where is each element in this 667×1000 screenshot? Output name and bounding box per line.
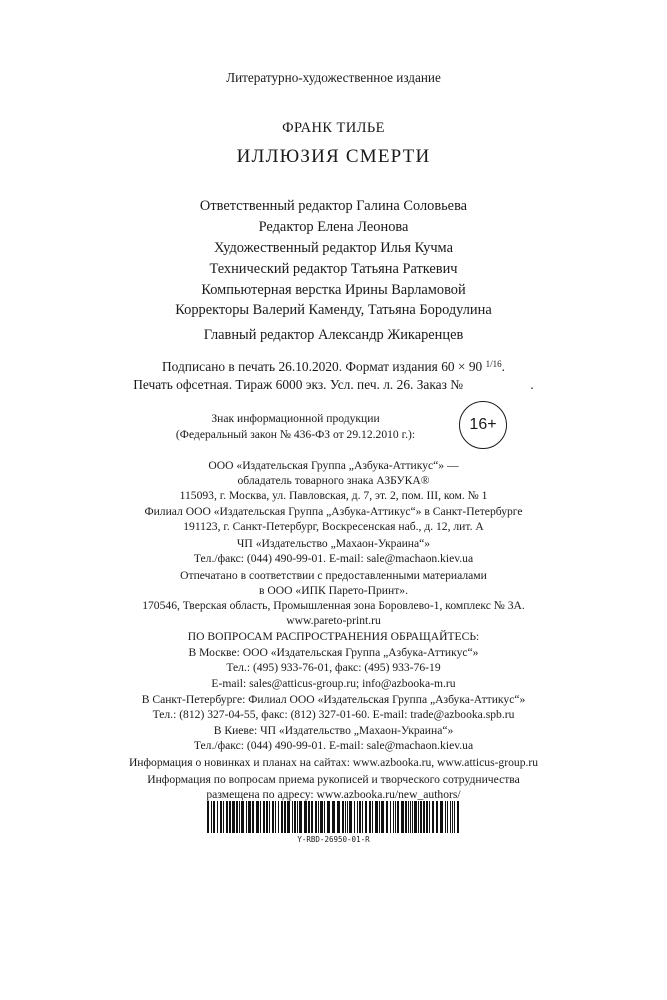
distribution-kiev: В Киеве: ЧП «Издательство „Махаон-Украина“» [213,724,454,737]
barcode-bar [213,801,215,833]
barcode-bar [375,801,378,833]
printed-line: в ООО «ИПК Парето-Принт». [259,584,408,597]
barcode-bar [263,801,265,833]
barcode-bar [246,801,247,833]
barcode-bar [342,801,344,833]
barcode-bar [287,801,290,833]
author-name: ФРАНК ТИЛЬЕ [282,120,385,136]
barcode-bar [362,801,363,833]
barcode-bar [418,801,419,833]
credit-line: Редактор Елена Леонова [258,219,409,235]
barcode-bar [447,801,448,833]
manuscripts-line: размещена по адресу: www.azbooka.ru/new_authors/ [206,788,461,801]
barcode-bar [318,801,319,833]
print-info-dot: . [501,359,505,374]
barcode-bar [354,801,355,833]
barcode-bar [445,801,446,833]
credit-line: Корректоры Валерий Каменду, Татьяна Бородулина [175,302,492,318]
barcode-bar [297,801,298,833]
credit-line: Технический редактор Татьяна Раткевич [209,261,458,277]
info-sites: Информация о новинках и планах на сайтах: www.azbooka.ru, www.atticus-group.ru [128,756,539,769]
distribution-spb: Тел.: (812) 327-04-55, факс: (812) 327-01-60. E-mail: trade@azbooka.spb.ru [152,708,515,721]
distribution-moscow: Тел.: (495) 933-76-01, факс: (495) 933-76-19 [226,661,441,674]
barcode-bar [337,801,340,833]
barcode-bar [410,801,411,833]
print-info-dot: . [530,377,534,392]
barcode-bar [294,801,296,833]
barcode-bar [357,801,358,833]
barcode-bar [397,801,399,833]
barcode-bar [278,801,279,833]
barcode-bar [248,801,251,833]
barcode-bar [320,801,323,833]
distribution-moscow: В Москве: ООО «Издательская Группа „Азбука-Аттикус“» [188,646,479,659]
barcode-bar [420,801,422,833]
barcode-bar [440,801,443,833]
barcode-bar [229,801,231,833]
barcode-bar [429,801,430,833]
barcode-bar [315,801,317,833]
credit-line: Компьютерная верстка Ирины Варламовой [201,282,466,298]
barcode-bar [426,801,428,833]
barcode-bar [454,801,455,833]
barcode-bar [292,801,293,833]
barcode-bar [311,801,313,833]
print-info-line-1 [0,359,667,375]
barcode-bar [436,801,438,833]
barcode-bar [223,801,224,833]
format-fraction: 1/16 [485,359,502,369]
publisher-line: ООО «Издательская Группа „Азбука-Аттикус“» — [208,459,459,472]
barcode-bar [450,801,451,833]
barcode-bar [332,801,335,833]
barcode-bar [269,801,270,833]
barcode-bar [365,801,367,833]
barcode-bar [217,801,218,833]
credit-line: Художественный редактор Илья Кучма [214,240,453,256]
barcode-bar [281,801,283,833]
barcode-bar [359,801,361,833]
barcode-bar [207,801,209,833]
printed-line: Отпечатано в соответствии с предоставленными материалами [180,569,487,582]
print-info-text: Печать офсетная. Тираж 6000 экз. Усл. печ. л. 26. Заказ № [133,377,464,392]
barcode-bar [386,801,388,833]
barcode-bar [260,801,261,833]
barcode-bar [284,801,286,833]
barcode-bar [401,801,404,833]
barcode-bar [304,801,307,833]
print-info-line-2 [0,377,667,393]
barcode-bar [272,801,274,833]
barcode-bar [252,801,254,833]
barcode-bar [308,801,310,833]
age-rating-text: 16+ [469,416,497,433]
barcode-bar [349,801,352,833]
publisher-ukraine: ЧП «Издательство „Махаон-Украина“» [236,537,431,550]
barcode-bar [432,801,434,833]
barcode-bar [220,801,222,833]
barcode-bar [457,801,459,833]
distribution-spb: В Санкт-Петербурге: Филиал ООО «Издательская Группа „Азбука-Аттикус“» [141,693,526,706]
barcode-bar [211,801,212,833]
printed-line: 170546, Тверская область, Промышленная зона Боровлево-1, комплекс № 3А. [142,599,525,612]
publisher-line: обладатель товарного знака АЗБУКА® [237,474,430,487]
publisher-branch: Филиал ООО «Издательская Группа „Азбука-Аттикус“» в Санкт-Петербурге [144,505,523,518]
barcode-bar [347,801,348,833]
barcode-bar [232,801,235,833]
barcode-bar [372,801,373,833]
credit-line: Ответственный редактор Галина Соловьева [199,198,468,214]
barcode-bar [275,801,276,833]
barcode-bar [405,801,407,833]
barcode [207,801,462,833]
barcode-bar [423,801,425,833]
barcode-bar [408,801,409,833]
distribution-moscow: E-mail: sales@atticus-group.ru; info@azbooka-m.ru [211,677,456,690]
age-rating-badge [459,401,507,449]
barcode-bar [239,801,240,833]
barcode-bar [379,801,380,833]
barcode-bar [236,801,238,833]
distribution-heading: ПО ВОПРОСАМ РАСПРОСТРАНЕНИЯ ОБРАЩАЙТЕСЬ: [187,630,480,643]
barcode-bar [327,801,330,833]
barcode-bar [393,801,394,833]
barcode-bar [345,801,346,833]
edition-type: Литературно-художественное издание [226,70,441,85]
print-info-text: Подписано в печать 26.10.2020. Формат издания 60 × 90 [162,359,483,374]
publisher-ukraine: Тел./факс: (044) 490-99-01. E-mail: sale@machaon.kiev.ua [193,552,474,565]
manuscripts-line: Информация по вопросам приема рукописей и творческого сотрудничества [147,773,520,786]
barcode-bar [324,801,325,833]
info-mark-line-1: Знак информационной продукции [211,412,380,425]
info-mark-line-2: (Федеральный закон № 436-ФЗ от 29.12.2010 г.): [175,428,416,441]
printed-url: www.pareto-print.ru [286,614,381,627]
barcode-number: Y-RBD-26950-01-R [297,835,370,844]
barcode-bar [452,801,453,833]
chief-editor: Главный редактор Александр Жикаренцев [203,327,464,343]
barcode-bar [299,801,302,833]
barcode-bar [226,801,228,833]
barcode-bar [395,801,396,833]
distribution-kiev: Тел./факс: (044) 490-99-01. E-mail: sale@machaon.kiev.ua [193,739,474,752]
publisher-branch: 191123, г. Санкт-Петербург, Воскресенская наб., д. 12, лит. А [183,520,484,533]
barcode-bar [412,801,413,833]
publisher-line: 115093, г. Москва, ул. Павловская, д. 7, эт. 2, пом. III, ком. № 1 [179,489,488,502]
barcode-bar [390,801,391,833]
barcode-bar [369,801,371,833]
barcode-bar [241,801,244,833]
barcode-bar [381,801,384,833]
barcode-bar [266,801,268,833]
barcode-bar [414,801,417,833]
barcode-bar [256,801,259,833]
book-title: ИЛЛЮЗИЯ СМЕРТИ [236,146,431,167]
